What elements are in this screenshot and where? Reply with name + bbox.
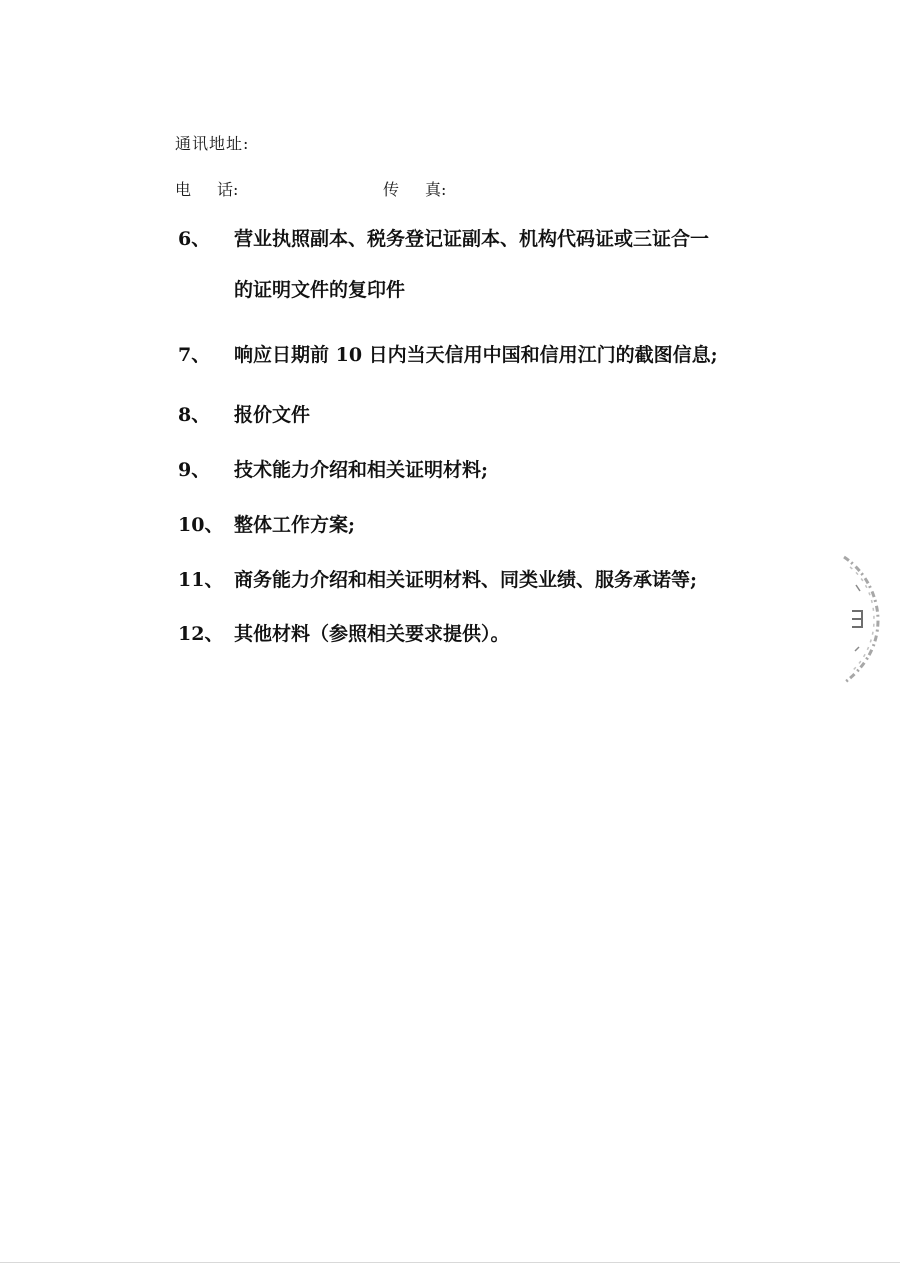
list-item bbox=[178, 341, 818, 369]
list-item bbox=[178, 225, 818, 304]
list-item bbox=[178, 566, 818, 594]
list-item-text-line-2: 的证明文件的复印件 bbox=[234, 279, 406, 301]
phone-label-char-1: 电 bbox=[175, 180, 192, 199]
list-item-text: 商务能力介绍和相关证明材料、同类业绩、服务承诺等; bbox=[234, 569, 698, 591]
list-item-number: 8、 bbox=[178, 404, 211, 426]
seal-stamp-fragment-icon bbox=[838, 555, 886, 685]
page-bottom-edge bbox=[0, 1262, 900, 1263]
list-item-text bbox=[234, 225, 818, 304]
list-item-text: 报价文件 bbox=[234, 404, 311, 426]
list-item-text-line-1: 营业执照副本、税务登记证副本、机构代码证或三证合一 bbox=[234, 228, 710, 250]
phone-label bbox=[175, 177, 238, 200]
fax-label-char-1: 传 bbox=[383, 180, 400, 199]
list-item-number: 6、 bbox=[178, 228, 211, 250]
fax-label-char-2: 真: bbox=[425, 180, 447, 199]
list-item-number: 9、 bbox=[178, 459, 211, 481]
list-item-number: 10、 bbox=[178, 514, 224, 536]
list-item-text: 其他材料（参照相关要求提供）。 bbox=[234, 623, 510, 645]
list-item-text: 响应日期前 10 日内当天信用中国和信用江门的截图信息; bbox=[234, 344, 718, 366]
list-item-text: 技术能力介绍和相关证明材料; bbox=[234, 459, 489, 481]
address-label: 通讯地址: bbox=[175, 134, 250, 153]
list-item bbox=[178, 456, 818, 484]
document-list bbox=[178, 225, 818, 648]
list-item bbox=[178, 401, 818, 429]
list-item-number: 12、 bbox=[178, 623, 224, 645]
list-item-number: 7、 bbox=[178, 344, 211, 366]
list-item bbox=[178, 511, 818, 539]
list-item-number: 11、 bbox=[178, 569, 224, 591]
list-item bbox=[178, 620, 818, 648]
list-item-text: 整体工作方案; bbox=[234, 514, 356, 536]
fax-label bbox=[383, 177, 446, 200]
phone-label-char-2: 话: bbox=[217, 180, 239, 199]
